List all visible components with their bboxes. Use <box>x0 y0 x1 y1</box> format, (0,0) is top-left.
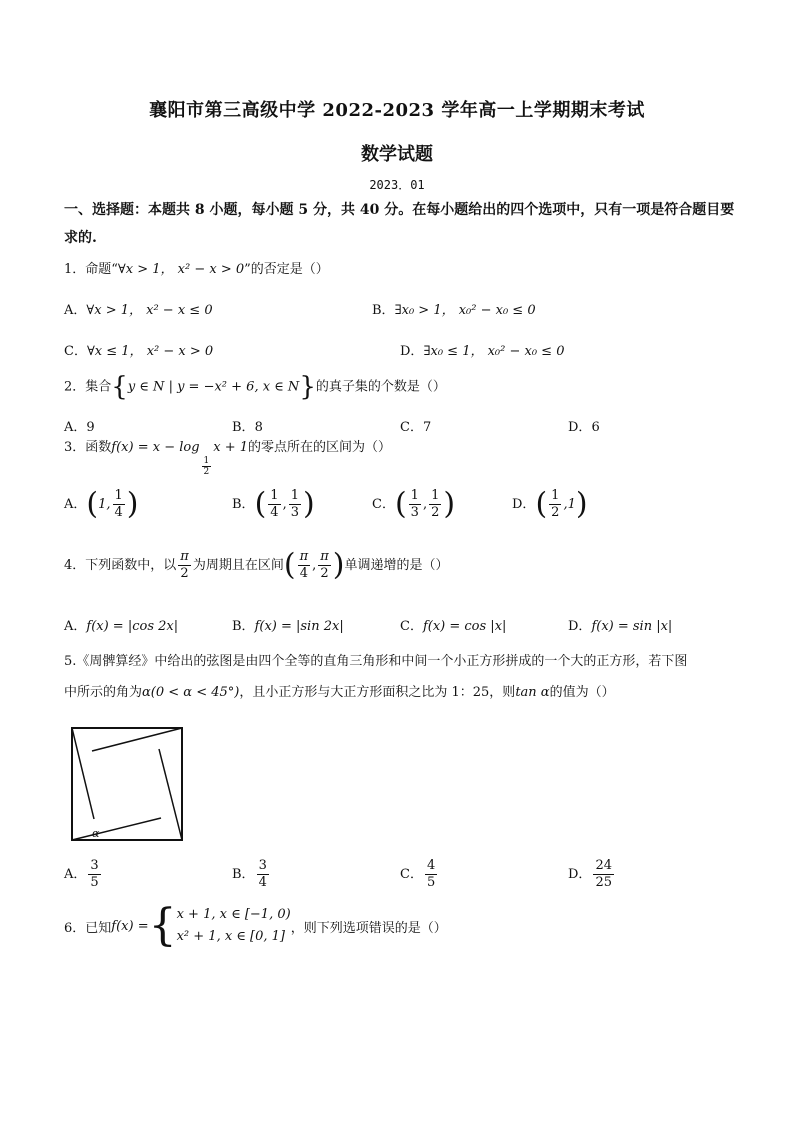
question-5-line1: 5.《周髀算经》中给出的弦图是由四个全等的直角三角形和中间一个小正方形拼成的一个大的正方形，若下图 <box>64 654 688 669</box>
q4-stem-mid: 为周期且在区间 <box>192 558 284 573</box>
case-2: x² + 1, x ∈ [0, 1] <box>176 929 285 944</box>
fraction: $\frac{1}{3}$ <box>290 488 299 520</box>
triangle-edge-bottom <box>72 818 161 840</box>
question-4: 4．下列函数中，以 $\frac{\pi}{2}$ 为周期且在区间( $\frac{\pi}{4}$ , $\frac{\pi}{2}$ )单调递增的是（） <box>64 547 449 583</box>
q2-stem-suffix: 的真子集的个数是（） <box>315 379 446 395</box>
triangle-edge-top <box>92 728 182 751</box>
question-5-line2: 中所示的角为α(0 < α < 45°)，且小正方形与大正方形面积之比为 1：25，则tan α的值为（） <box>64 685 615 700</box>
fraction: $\frac{1}{3}$ <box>410 488 419 520</box>
option-label: C． <box>400 420 423 435</box>
option-text: 6 <box>591 420 600 435</box>
q6-stem-suffix: ，则下列选项错误的是（） <box>290 920 447 936</box>
q1-option-a[interactable] <box>64 299 213 318</box>
option-text: ∃x₀ > 1， x₀² − x₀ ≤ 0 <box>394 303 536 318</box>
q5-option-c[interactable] <box>400 858 439 891</box>
option-text: f(x) = |sin 2x| <box>254 619 344 634</box>
q5-option-d[interactable] <box>568 858 616 891</box>
fraction: $\frac{1}{2}$ <box>431 488 440 520</box>
fraction: $\frac{1}{4}$ <box>270 488 279 520</box>
option-label: C． <box>400 619 423 634</box>
option-label: D． <box>568 420 592 435</box>
option-label: A． <box>64 303 87 318</box>
option-text: 7 <box>422 420 432 435</box>
q1-option-c[interactable] <box>64 340 213 359</box>
left-paren: ( <box>254 486 267 522</box>
alpha-label: α <box>92 827 100 840</box>
right-paren: ) <box>443 486 456 522</box>
exam-title: 襄阳市第三高级中学 2022-2023 学年高一上学期期末考试 <box>149 100 645 121</box>
q3-func: f(x) = x − log <box>111 440 200 455</box>
q4-stem-prefix: 4．下列函数中，以 <box>64 558 177 573</box>
q3-option-d[interactable] <box>512 488 588 521</box>
question-6 <box>64 900 447 951</box>
right-paren: ) <box>126 486 139 522</box>
q5-option-a[interactable] <box>64 858 103 891</box>
left-paren: ( <box>394 486 407 522</box>
tan-alpha: tan α <box>515 685 550 700</box>
fraction: $\frac{24}{25}$ <box>595 858 612 890</box>
right-paren: ) <box>302 486 315 522</box>
option-label: A． <box>64 497 87 512</box>
period-fraction: $\frac{\pi}{2}$ <box>180 549 189 581</box>
q1-option-b[interactable] <box>372 299 536 318</box>
q2-option-a[interactable] <box>64 416 95 435</box>
option-label: C． <box>372 497 395 512</box>
piecewise-cases <box>177 904 291 948</box>
left-paren: ( <box>283 547 296 583</box>
case-1: x + 1, x ∈ [−1, 0) <box>176 907 291 922</box>
option-label: D． <box>400 344 424 359</box>
option-text: ∀x ≤ 1， x² − x > 0 <box>86 344 214 359</box>
q4-stem-suffix: 单调递增的是（） <box>344 558 449 573</box>
fraction: $\frac{3}{4}$ <box>258 858 267 890</box>
string-diagram-figure <box>68 724 186 844</box>
option-label: D． <box>512 497 536 512</box>
q2-option-c[interactable] <box>400 416 431 435</box>
section-heading: 一、选择题：本题共 8 小题，每小题 5 分，共 40 分。在每小题给出的四个选项中，只有一项是符合题目要求的. <box>64 202 735 246</box>
option-label: B． <box>232 619 255 634</box>
exam-date: 2023．01 <box>369 178 425 192</box>
option-label: D． <box>568 619 592 634</box>
option-text: ∀x > 1， x² − x ≤ 0 <box>86 303 213 318</box>
log-base-fraction: $\frac{1}{2}$ <box>203 456 210 477</box>
question-3 <box>64 436 391 477</box>
right-paren: ) <box>575 486 588 522</box>
q2-option-d[interactable] <box>568 416 600 435</box>
piecewise-brace: { <box>148 900 177 951</box>
q4-option-a[interactable] <box>64 615 178 634</box>
option-text: 8 <box>254 420 263 435</box>
fraction: $\frac{1}{4}$ <box>114 488 123 520</box>
interval-right: ,1 <box>563 497 576 512</box>
option-label: B． <box>372 303 395 318</box>
fraction: $\frac{\pi}{4}$ <box>299 549 309 581</box>
right-paren: ) <box>332 547 345 583</box>
option-text: f(x) = cos |x| <box>422 619 507 634</box>
question-2 <box>64 372 446 402</box>
triangle-edge-right <box>159 749 182 840</box>
q4-option-b[interactable] <box>232 615 344 634</box>
triangle-edge-left <box>72 728 94 819</box>
q3-func-tail: x + 1 <box>213 440 249 455</box>
option-label: A． <box>64 420 87 435</box>
option-label: D． <box>568 867 592 882</box>
q4-option-d[interactable] <box>568 615 672 634</box>
q3-stem-prefix: 3．函数 <box>64 440 112 455</box>
fraction: $\frac{3}{5}$ <box>90 858 99 890</box>
q2-option-b[interactable] <box>232 416 263 435</box>
fraction: $\frac{4}{5}$ <box>426 858 436 890</box>
option-label: B． <box>232 867 255 882</box>
set-right-brace: } <box>299 372 316 402</box>
exam-subtitle: 数学试题 <box>361 144 433 165</box>
q1-stem-math: ∀x > 1， x² − x > 0 <box>117 262 245 277</box>
option-text: 9 <box>86 420 95 435</box>
q2-set-body: y ∈ N | y = −x² + 6, x ∈ N <box>127 379 300 395</box>
set-left-brace: { <box>111 372 128 402</box>
q4-option-c[interactable] <box>400 615 506 634</box>
q6-stem-prefix: 6．已知 <box>64 920 112 936</box>
option-label: B． <box>232 497 255 512</box>
q5-option-b[interactable] <box>232 858 271 891</box>
option-label: A． <box>64 867 87 882</box>
q6-func: f(x) = <box>111 918 149 934</box>
question-1 <box>64 258 329 277</box>
option-label: A． <box>64 619 87 634</box>
fraction: $\frac{1}{2}$ <box>551 488 560 520</box>
interval-left: 1, <box>98 497 111 512</box>
option-text: f(x) = sin |x| <box>591 619 673 634</box>
q3-option-b[interactable]: B．( $\frac{1}{4}$ , $\frac{1}{3}$ ) <box>232 486 315 522</box>
q3-stem-suffix: 的零点所在的区间为（） <box>248 440 392 455</box>
angle-range: α(0 < α < 45°) <box>142 685 240 700</box>
q2-stem-prefix: 2．集合 <box>64 379 112 395</box>
option-text: ∃x₀ ≤ 1， x₀² − x₀ ≤ 0 <box>423 344 565 359</box>
fraction: $\frac{\pi}{2}$ <box>320 549 329 581</box>
option-label: B． <box>232 420 255 435</box>
outer-square <box>72 728 182 840</box>
left-paren: ( <box>86 486 99 522</box>
q1-option-d[interactable] <box>400 340 564 359</box>
q1-stem-prefix: 1．命题“ <box>64 262 118 277</box>
q3-option-a[interactable] <box>64 488 139 521</box>
option-label: C． <box>400 867 423 882</box>
left-paren: ( <box>535 486 548 522</box>
q1-stem-suffix: ”的否定是（） <box>244 262 329 277</box>
q3-option-c[interactable]: C．( $\frac{1}{3}$ , $\frac{1}{2}$ ) <box>372 486 456 522</box>
option-label: C． <box>64 344 87 359</box>
option-text: f(x) = |cos 2x| <box>86 619 179 634</box>
